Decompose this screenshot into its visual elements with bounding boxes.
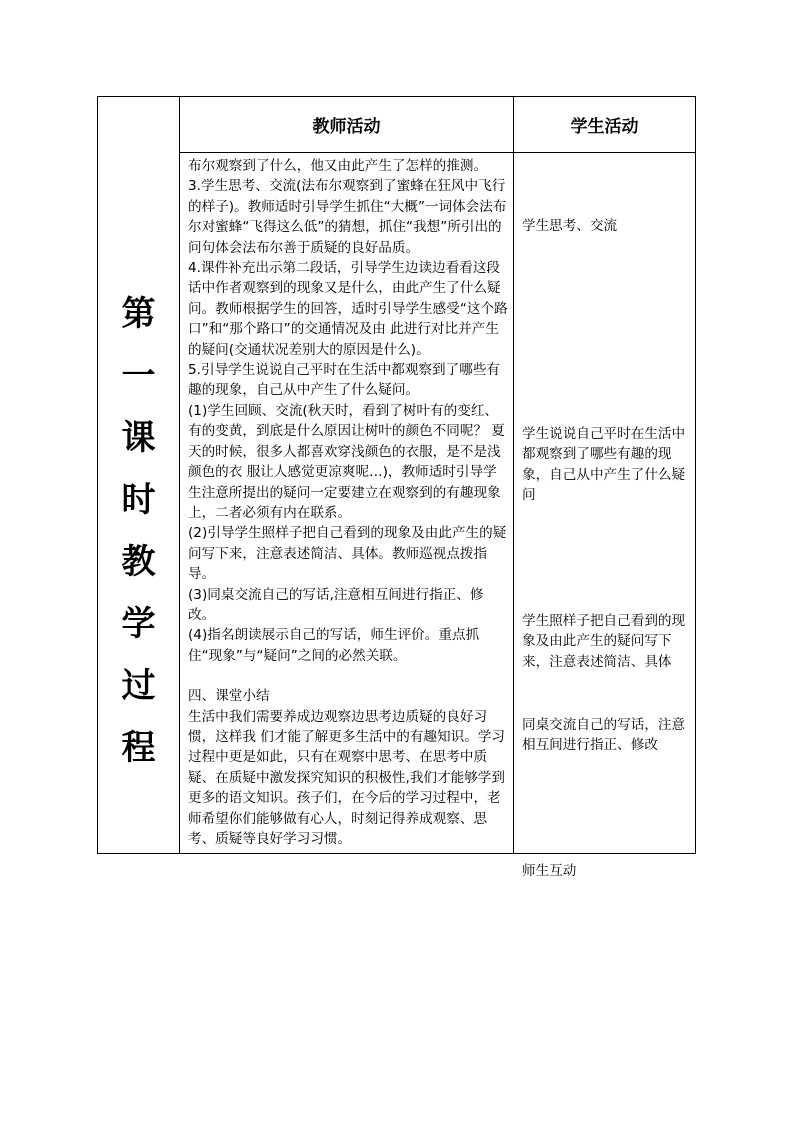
- student-note: 同桌交流自己的写话，注意相互间进行指正、修改: [522, 717, 686, 754]
- section-title-char: 学: [121, 604, 156, 645]
- student-activity-header: 学生活动: [514, 97, 696, 153]
- student-note: 学生照样子把自己看到的现象及由此产生的疑问写下来，注意表述简洁、具体: [522, 613, 686, 670]
- teacher-activity-cell: [180, 153, 514, 854]
- section-title: [98, 292, 179, 770]
- section-title-char: 程: [121, 728, 156, 769]
- teacher-activity-header: 教师活动: [180, 97, 514, 153]
- lesson-process-table: [97, 96, 696, 879]
- student-note: 师生互动: [522, 863, 577, 879]
- section-title-char: 一: [121, 356, 156, 397]
- student-activity-cell: [514, 153, 696, 879]
- teacher-paragraph: 3.学生思考、交流(法布尔观察到了蜜蜂在狂风中飞行的样子)。教师适时引导学生抓住“大概”一词体会法布尔对蜜蜂“飞得这么低”的猜想，抓住“我想”所引出的问句体会法布尔善于质疑的良好品质。: [188, 178, 507, 256]
- teacher-paragraph: (4)指名朗读展示自己的写话，师生评价。重点抓住“现象”与“疑问”之间的必然关联。: [188, 627, 480, 664]
- section-title-char: 第: [121, 294, 156, 335]
- table-content-row: [98, 153, 696, 854]
- section-heading: 四、课堂小结: [188, 688, 270, 705]
- section-title-char: 课: [121, 418, 156, 459]
- teacher-paragraph: 布尔观察到了什么，他又由此产生了怎样的推测。: [188, 158, 488, 174]
- section-title-char: 教: [121, 542, 156, 583]
- student-note: 学生说说自己平时在生活中都观察到了哪些有趣的现象，自己从中产生了什么疑问: [522, 426, 686, 504]
- student-note: 学生思考、交流: [522, 218, 618, 234]
- section-title-cell: [98, 97, 180, 854]
- teacher-paragraph: (1)学生回顾、交流(秋天时，看到了树叶有的变红、有的变黄，到底是什么原因让树叶的颜色不同呢？ 夏天的时候，很多人都喜欢穿浅颜色的衣服，是不是浅颜色的衣 服让人感觉更凉爽呢…)，教师适时引导学生注意所提出的疑问一定要建立在观察到的有趣现象上，二者必须有内在联系。: [188, 402, 505, 521]
- teacher-paragraph: (3)同桌交流自己的写话,注意相互间进行指正、修改。: [188, 586, 484, 623]
- teacher-paragraph: 生活中我们需要养成边观察边思考边质疑的良好习惯，这样我 们才能了解更多生活中的有趣知识。学习过程中更是如此，只有在观察中思考、在思考中质疑、在质疑中激发探究知识的积极性,我们才能够学到更多的语文知识。孩子们，在今后的学习过程中，老师希望你们能够做有心人，时刻记得养成观察、思考、质疑等良好学习习惯。: [188, 708, 505, 847]
- teacher-paragraph: (2)引导学生照样子把自己看到的现象及由此产生的疑问写下来，注意表述简洁、具体。教师巡视点拨指导。: [188, 525, 507, 583]
- section-title-char: 时: [121, 480, 156, 521]
- section-title-char: 过: [121, 666, 156, 707]
- teacher-paragraph: 4.课件补充出示第二段话，引导学生边读边看看这段话中作者观察到的现象又是什么，由此产生了什么疑问。教师根据学生的回答，适时引导学生感受“这个路口”和“那个路口”的交通情况及由 此进行对比并产生的疑问(交通状况差别大的原因是什么)。: [188, 260, 508, 358]
- table-header-row: [98, 97, 696, 153]
- teacher-paragraph: 5.引导学生说说自己平时在生活中都观察到了哪些有趣的现象，自己从中产生了什么疑问。: [188, 362, 501, 399]
